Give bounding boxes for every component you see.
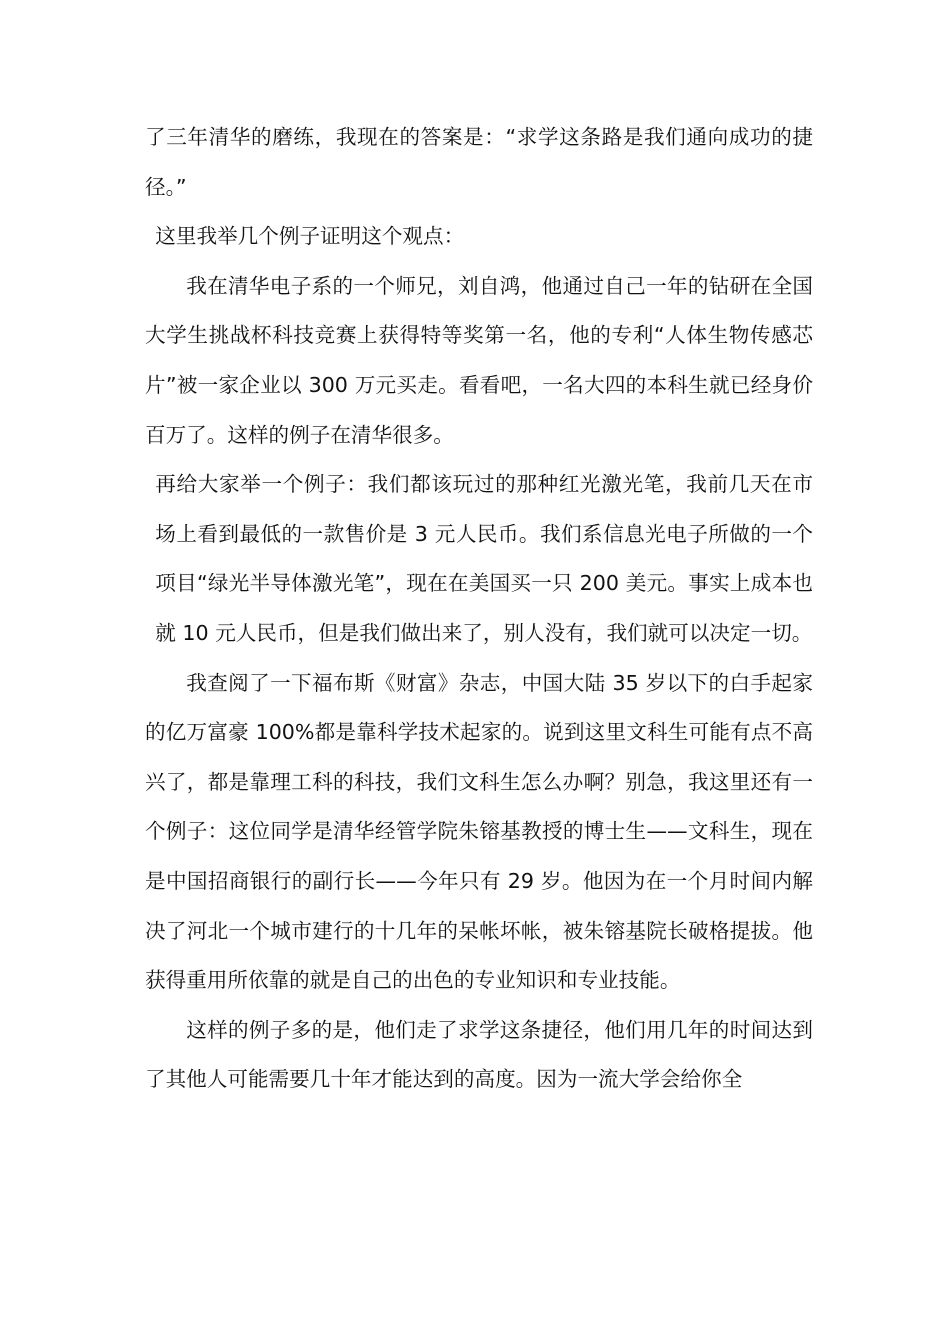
body-text xyxy=(145,113,813,1105)
paragraph-example-forbes: 我查阅了一下福布斯《财富》杂志，中国大陆 35 岁以下的白手起家的亿万富豪 100%都是靠科学技术起家的。说到这里文科生可能有点不高兴了，都是靠理工科的科技，我们文科生怎么办啊？别急，我这里还有一个例子：这位同学是清华经管学院朱镕基教授的博士生——文科生，现在是中国招商银行的副行长——今年只有 29 岁。他因为在一个月时间内解决了河北一个城市建行的十几年的呆帐坏帐，被朱镕基院长破格提拔。他获得重用所依靠的就是自己的出色的专业知识和专业技能。 xyxy=(145,670,813,993)
paragraph-example-liu: 我在清华电子系的一个师兄，刘自鸿，他通过自己一年的钻研在全国大学生挑战杯科技竞赛上获得特等奖第一名，他的专利“人体生物传感芯片”被一家企业以 300 万元买走。看看吧，一名大四的本科生就已经身价百万了。这样的例子在清华很多。 xyxy=(145,273,813,447)
paragraph-conclusion: 这样的例子多的是，他们走了求学这条捷径，他们用几年的时间达到了其他人可能需要几十年才能达到的高度。因为一流大学会给你全 xyxy=(145,1017,813,1092)
paragraph-example-laser: 再给大家举一个例子：我们都该玩过的那种红光激光笔，我前几天在市场上看到最低的一款售价是 3 元人民币。我们系信息光电子所做的一个项目“绿光半导体激光笔”，现在在美国买一只 200 美元。事实上成本也就 10 元人民币，但是我们做出来了，别人没有，我们就可以决定一切。 xyxy=(155,472,813,645)
paragraph-continuation: 了三年清华的磨练，我现在的答案是：“求学这条路是我们通向成功的捷径。” xyxy=(145,125,813,199)
paragraph-intro-examples: 这里我举几个例子证明这个观点： xyxy=(155,224,465,249)
